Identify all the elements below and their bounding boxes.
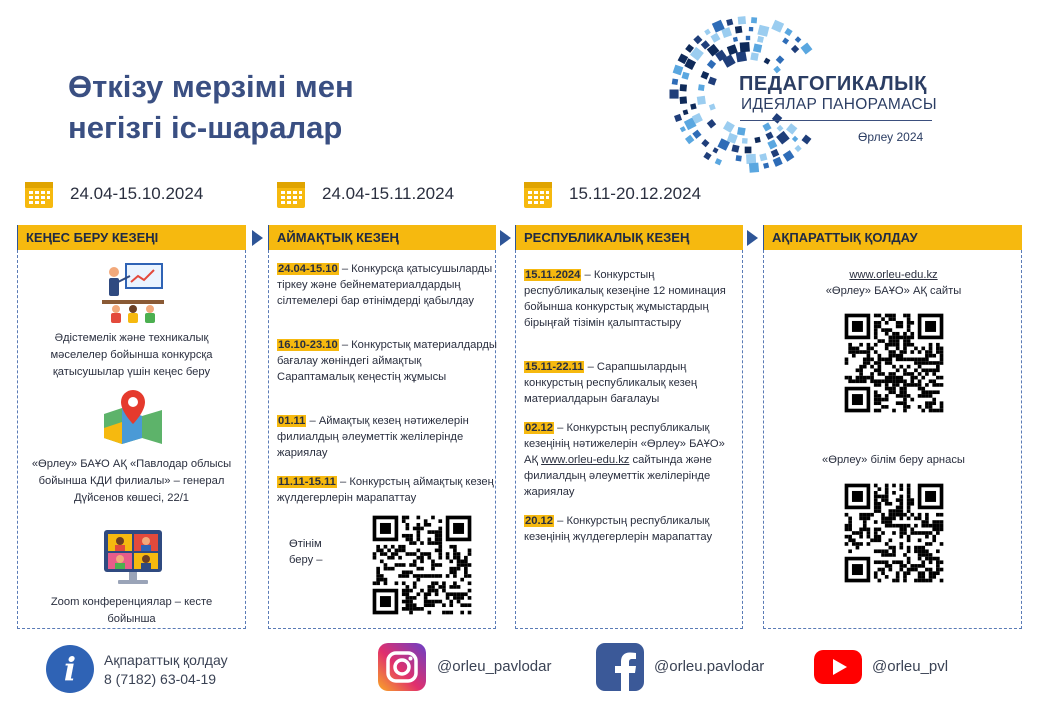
calendar-icon [24, 179, 54, 209]
date-highlight: 15.11.2024 [525, 269, 581, 281]
regional-event-registration: 24.04-15.10 – Конкурсқа қатысушыларды тіркеу және бейнематериалдардың сілтемелері бар өтінімдерді қабылдау [277, 263, 493, 307]
stage-header-republic: РЕСПУБЛИКАЛЫҚ КЕЗЕҢ [515, 225, 743, 250]
youtube-handle[interactable]: @orleu_pvl [872, 658, 949, 675]
consult-item-zoom: Zoom конференциялар – кесте бойынша [50, 596, 213, 625]
video-conference-icon [102, 528, 164, 586]
date-republic-text: 15.11-20.12.2024 [569, 184, 702, 203]
consult-panel [17, 250, 246, 629]
facebook-handle[interactable]: @orleu.pavlodar [654, 658, 765, 675]
qr-code-application[interactable] [369, 512, 475, 618]
date-highlight: 02.12 [525, 422, 553, 434]
date-highlight: 15.11-22.11 [525, 361, 584, 373]
info-panel [763, 250, 1022, 629]
info-icon: i [46, 645, 94, 693]
date-regional-text: 24.04-15.11.2024 [322, 184, 455, 203]
logo-subtitle: ИДЕЯЛАР ПАНОРАМАСЫ [741, 96, 937, 113]
qr-code-website[interactable] [841, 310, 947, 416]
page-title-line2: негізгі іс-шаралар [68, 110, 343, 145]
republic-event-evaluation: 15.11-22.11 – Сарапшылардың конкурстың республикалық кезең материалдарын бағалауы [524, 361, 698, 405]
facebook-icon[interactable] [596, 643, 644, 691]
logo-title: ПЕДАГОГИКАЛЫҚ [739, 73, 927, 95]
instagram-icon[interactable] [378, 643, 426, 691]
logo-divider [740, 120, 932, 121]
republic-event-list: 15.11.2024 – Конкурстың республикалық кезеңіне 12 номинация бойынша конкурстық жұмыстардың бірыңғай тізімін қалыптастыру [524, 269, 726, 329]
arrow-icon [500, 230, 511, 246]
map-pin-icon [102, 388, 164, 446]
calendar-icon [276, 179, 306, 209]
date-highlight: 01.11 [278, 415, 306, 427]
instagram-handle[interactable]: @orleu_pavlodar [437, 658, 552, 675]
youtube-icon[interactable] [814, 650, 862, 684]
arrow-icon [252, 230, 263, 246]
page-title [68, 66, 488, 148]
consult-item-address: «Өрлеу» БАҰО АҚ «Павлодар облысы бойынша КДИ филиалы» – генерал Дүйсенов көшесі, 22/1 [31, 458, 232, 504]
republic-panel [515, 250, 743, 629]
regional-event-awards: 11.11-15.11 – Конкурстың аймақтық кезең жүлдегерлерін марапаттау [277, 476, 494, 504]
channel-label: «Өрлеу» білім беру арнасы [822, 454, 965, 466]
regional-event-publication: 01.11 – Аймақтық кезең нәтижелерін филиалдың әлеуметтік желілерінде жариялау [277, 415, 469, 459]
consult-item-method: Әдістемелік және техникалық мәселелер бойынша конкурсқа қатысушылар үшін кеңес беру [50, 332, 213, 378]
contact-phone[interactable]: 8 (7182) 63-04-19 [104, 671, 217, 687]
stage-header-info: АҚПАРАТТЫҚ ҚОЛДАУ [763, 225, 1022, 250]
date-highlight: 24.04-15.10 [278, 263, 338, 275]
logo-year: Өрлеу 2024 [858, 130, 924, 144]
page-title-line1: Өткізу мерзімі мен [68, 69, 354, 104]
date-consult [24, 178, 203, 210]
competition-logo [668, 14, 938, 178]
date-regional [276, 178, 454, 210]
date-highlight: 11.11-15.11 [278, 476, 336, 488]
stage-header-consult: КЕҢЕС БЕРУ КЕЗЕҢІ [17, 225, 246, 250]
date-highlight: 16.10-23.10 [278, 339, 338, 351]
website-block [764, 267, 1023, 299]
date-highlight: 20.12 [525, 515, 553, 527]
calendar-icon [523, 179, 553, 209]
qr-code-channel[interactable] [841, 480, 947, 586]
contact-info [104, 651, 228, 689]
regional-panel [268, 250, 496, 629]
arrow-icon [747, 230, 758, 246]
website-link[interactable]: www.orleu-edu.kz [541, 454, 630, 466]
regional-event-evaluation: 16.10-23.10 – Конкурстық материалдарды бағалау жөніндегі аймақтық Сараптамалық кеңестің жұмысы [277, 339, 497, 383]
training-presentation-icon [102, 262, 164, 324]
stage-header-regional: АЙМАҚТЫҚ КЕЗЕҢ [268, 225, 496, 250]
republic-event-publication: 02.12 – Конкурстың республикалық кезеңінің нәтижелерін «Өрлеу» БАҰО» АҚ www.orleu-edu.kz сайтында және филиалдың әлеуметтік желілерінде жариялау [524, 422, 725, 498]
website-link[interactable]: www.orleu-edu.kz [849, 269, 938, 281]
contact-label: Ақпараттық қолдау [104, 652, 228, 668]
republic-event-awards: 20.12 – Конкурстың республикалық кезеңінің жүлдегерлерін марапаттау [524, 515, 713, 543]
date-consult-text: 24.04-15.10.2024 [70, 184, 204, 203]
apply-label: Өтінім беру – [289, 538, 323, 566]
date-republic [523, 178, 701, 210]
website-label: «Өрлеу» БАҰО» АҚ сайты [825, 285, 962, 297]
